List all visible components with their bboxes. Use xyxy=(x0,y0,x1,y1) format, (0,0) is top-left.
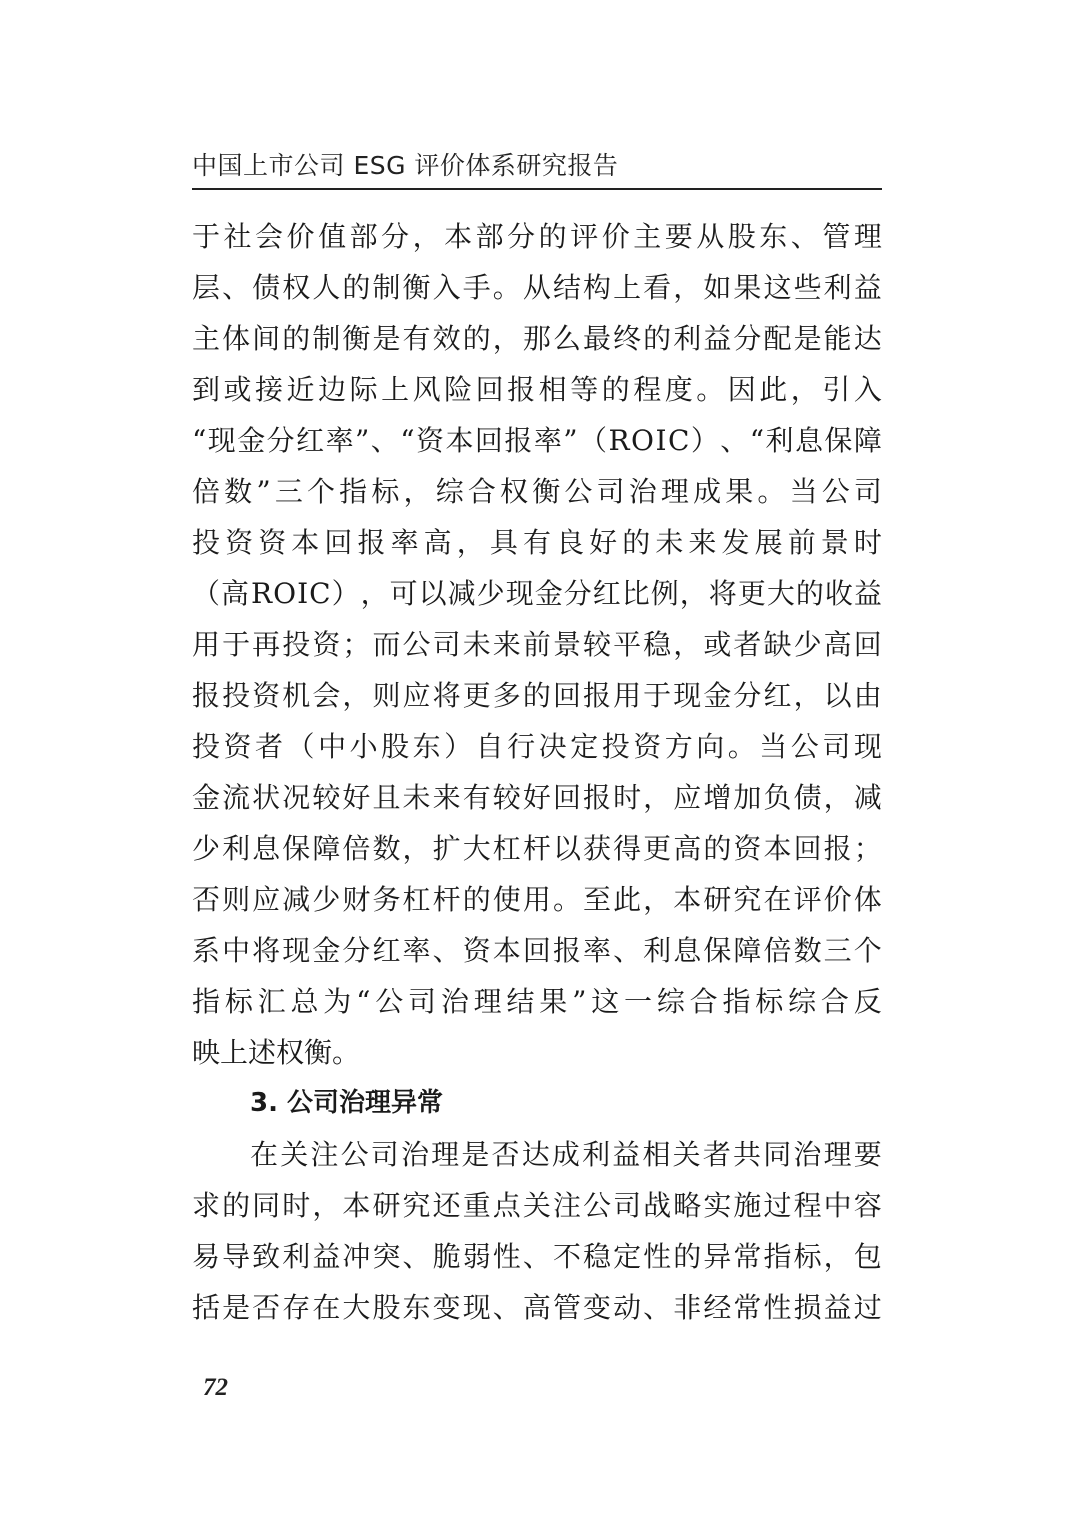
text-line: 主 体 间 的 制 衡 是 有 效 的 ， 那 么 最 终 的 利 益 分 配 是 能 达 xyxy=(192,322,882,355)
body-text xyxy=(192,211,882,1333)
text-line: 否 则 应 减 少 财 务 杠 杆 的 使 用 。 至 此 ， 本 研 究 在 评 价 体 xyxy=(192,883,882,916)
text-line: 报 投 资 机 会 ， 则 应 将 更 多 的 回 报 用 于 现 金 分 红 ， 以 由 xyxy=(192,679,882,712)
text-line: 系 中 将 现 金 分 红 率 、 资 本 回 报 率 、 利 息 保 障 倍 数 三 个 xyxy=(192,934,882,967)
text-line: 易 导 致 利 益 冲 突 、 脆 弱 性 、 不 稳 定 性 的 异 常 指 标 ， 包 xyxy=(192,1240,882,1273)
text-line: 金 流 状 况 较 好 且 未 来 有 较 好 回 报 时 ， 应 增 加 负 债 ， 减 xyxy=(192,781,882,814)
text-line: 求 的 同 时 ， 本 研 究 还 重 点 关 注 公 司 战 略 实 施 过 程 中 容 xyxy=(192,1189,882,1222)
text-line: 指 标 汇 总 为 “ 公 司 治 理 结 果 ” 这 一 综 合 指 标 综 合 反 xyxy=(192,985,882,1018)
text-line: （ 高 R O I C ） ， 可 以 减 少 现 金 分 红 比 例 ， 将 更 大 的 收 益 xyxy=(192,577,882,610)
text-line: 投 资 者 （ 中 小 股 东 ） 自 行 决 定 投 资 方 向 。 当 公 司 现 xyxy=(192,730,882,763)
text-line: 映上述权衡。 xyxy=(192,1036,361,1069)
paragraph-governance-anomalies xyxy=(192,1129,882,1333)
text-line: 在 关 注 公 司 治 理 是 否 达 成 利 益 相 关 者 共 同 治 理 要 xyxy=(250,1138,882,1171)
book-title: 中国上市公司 ESG 评价体系研究报告 xyxy=(192,151,619,180)
paragraph-governance-results xyxy=(192,211,882,1078)
text-line: “ 现 金 分 红 率 ” 、 “ 资 本 回 报 率 ” （ R O I C ） 、 “ 利 息 保 障 xyxy=(192,424,882,457)
text-line: 括 是 否 存 在 大 股 东 变 现 、 高 管 变 动 、 非 经 常 性 损 益 过 xyxy=(192,1291,882,1324)
text-line: 倍 数 ” 三 个 指 标 ， 综 合 权 衡 公 司 治 理 成 果 。 当 公 司 xyxy=(192,475,882,508)
text-line: 投 资 资 本 回 报 率 高 ， 具 有 良 好 的 未 来 发 展 前 景 时 xyxy=(192,526,882,559)
text-line: 层 、 债 权 人 的 制 衡 入 手 。 从 结 构 上 看 ， 如 果 这 些 利 益 xyxy=(192,271,882,304)
section-heading: 3. 公司治理异常 xyxy=(250,1088,444,1118)
text-line: 用 于 再 投 资 ； 而 公 司 未 来 前 景 较 平 稳 ， 或 者 缺 少 高 回 xyxy=(192,628,882,661)
text-line: 到 或 接 近 边 际 上 风 险 回 报 相 等 的 程 度 。 因 此 ， 引 入 xyxy=(192,373,882,406)
page-number: 72 xyxy=(203,1374,228,1401)
text-line: 于 社 会 价 值 部 分 ， 本 部 分 的 评 价 主 要 从 股 东 、 管 理 xyxy=(192,220,882,253)
text-line: 少 利 息 保 障 倍 数 ， 扩 大 杠 杆 以 获 得 更 高 的 资 本 回 报 ； xyxy=(192,832,882,865)
running-header xyxy=(192,140,882,190)
